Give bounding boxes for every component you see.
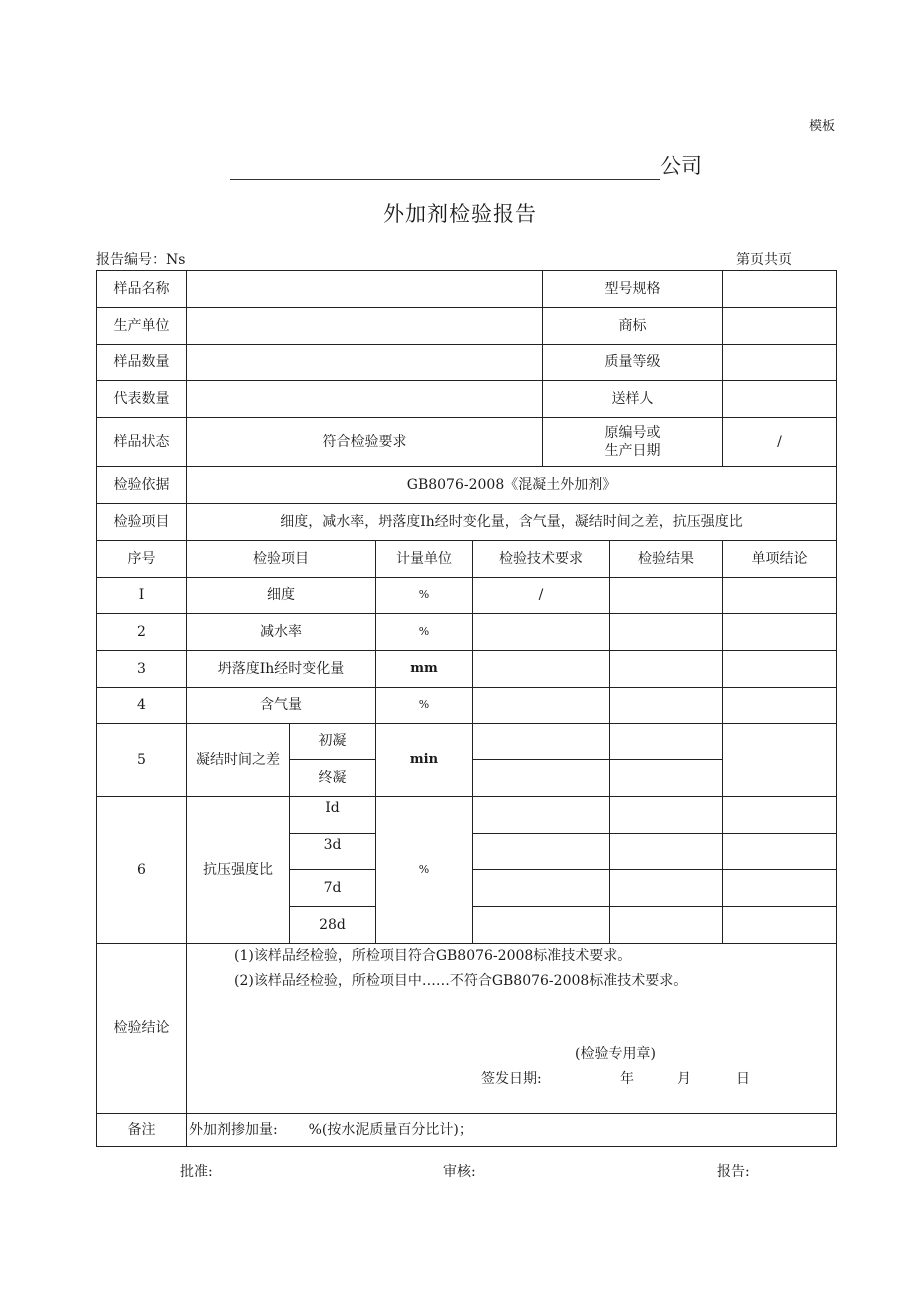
row-conclusion[interactable] (723, 797, 837, 834)
model-spec-label: 型号规格 (543, 271, 723, 308)
orig-no-value[interactable]: / (723, 418, 837, 467)
row-subitem: 3d (290, 834, 376, 870)
conclusion-label: 检验结论 (97, 944, 187, 1114)
row-requirement[interactable] (473, 688, 610, 724)
sender-field[interactable] (723, 381, 837, 418)
row-unit: mm (376, 651, 473, 688)
producer-field[interactable] (187, 308, 543, 345)
sample-state-value[interactable]: 符合检验要求 (187, 418, 543, 467)
row-requirement[interactable] (473, 651, 610, 688)
row-seq: 6 (97, 797, 187, 944)
row-conclusion[interactable] (723, 578, 837, 614)
row-item: 细度 (187, 578, 376, 614)
report-title: 外加剂检验报告 (383, 202, 537, 226)
company-suffix: 公司 (660, 154, 702, 178)
sender-label: 送样人 (543, 381, 723, 418)
row-unit: % (376, 578, 473, 614)
row-item: 坍落度Ih经时变化量 (187, 651, 376, 688)
orig-no-label (543, 418, 723, 467)
orig-no-label-line1: 原编号或 (604, 424, 661, 441)
issue-year: 年 (620, 1071, 634, 1087)
col-unit-header: 计量单位 (376, 541, 473, 578)
row-result[interactable] (610, 688, 723, 724)
orig-no-label-line2: 生产日期 (604, 443, 661, 459)
row-conclusion[interactable] (723, 870, 837, 907)
row-result[interactable] (610, 578, 723, 614)
row-conclusion[interactable] (723, 724, 837, 797)
approve-signature: 批准: (180, 1164, 213, 1180)
review-signature: 审核: (443, 1164, 476, 1180)
row-result[interactable] (610, 760, 723, 797)
row-requirement[interactable] (473, 907, 610, 944)
dosage-label: 外加剂掺加量: (189, 1121, 278, 1138)
represent-qty-label: 代表数量 (97, 381, 187, 418)
conclusion-area[interactable] (187, 944, 837, 1114)
info-row-sample-name (97, 271, 837, 308)
basis-label: 检验依据 (97, 467, 187, 504)
sample-qty-label: 样品数量 (97, 345, 187, 381)
table-row (97, 797, 837, 834)
report-number: 报告编号：Ns (96, 252, 186, 268)
row-seq: 3 (97, 651, 187, 688)
remarks-content[interactable] (187, 1114, 837, 1147)
table-row (97, 724, 837, 760)
row-conclusion[interactable] (723, 614, 837, 651)
row-item: 含气量 (187, 688, 376, 724)
sample-name-field[interactable] (187, 271, 543, 308)
row-result[interactable] (610, 870, 723, 907)
issue-day: 日 (736, 1071, 750, 1087)
table-row (97, 614, 837, 651)
items-value[interactable]: 细度，减水率，坍落度Ih经时变化量，含气量，凝结时间之差，抗压强度比 (187, 504, 837, 541)
sample-state-label: 样品状态 (97, 418, 187, 467)
row-subitem: Id (290, 797, 376, 834)
model-spec-field[interactable] (723, 271, 837, 308)
info-row-producer (97, 308, 837, 345)
page-info: 第页共页 (736, 252, 792, 268)
table-row (97, 578, 837, 614)
row-seq: 2 (97, 614, 187, 651)
inspection-stamp: (检验专用章) (575, 1046, 656, 1062)
col-seq-header: 序号 (97, 541, 187, 578)
items-label: 检验项目 (97, 504, 187, 541)
row-result[interactable] (610, 834, 723, 870)
row-result[interactable] (610, 651, 723, 688)
quality-grade-label: 质量等级 (543, 345, 723, 381)
row-requirement[interactable] (473, 724, 610, 760)
info-row-basis (97, 467, 837, 504)
row-seq: I (97, 578, 187, 614)
row-unit: % (376, 688, 473, 724)
row-requirement[interactable] (473, 760, 610, 797)
table-row (97, 651, 837, 688)
row-unit: min (376, 724, 473, 797)
info-row-sample-state (97, 418, 837, 467)
brand-field[interactable] (723, 308, 837, 345)
row-item: 减水率 (187, 614, 376, 651)
row-subitem: 7d (290, 870, 376, 907)
row-requirement[interactable]: / (473, 578, 610, 614)
row-subitem: 初凝 (290, 724, 376, 760)
row-requirement[interactable] (473, 834, 610, 870)
conclusion-line-2: (2)该样品经检验，所检项目中……不符合GB8076-2008标准技术要求。 (234, 973, 688, 989)
report-table (96, 270, 837, 1147)
company-name-line (230, 150, 710, 180)
remarks-label: 备注 (97, 1114, 187, 1147)
brand-label: 商标 (543, 308, 723, 345)
row-conclusion[interactable] (723, 907, 837, 944)
row-result[interactable] (610, 907, 723, 944)
sample-name-label: 样品名称 (97, 271, 187, 308)
row-item: 凝结时间之差 (187, 724, 290, 797)
col-item-header: 检验项目 (187, 541, 376, 578)
row-seq: 5 (97, 724, 187, 797)
quality-grade-field[interactable] (723, 345, 837, 381)
row-conclusion[interactable] (723, 688, 837, 724)
info-row-items (97, 504, 837, 541)
report-signature: 报告: (717, 1164, 750, 1180)
col-result-header: 检验结果 (610, 541, 723, 578)
info-row-represent-qty (97, 381, 837, 418)
row-requirement[interactable] (473, 797, 610, 834)
row-result[interactable] (610, 614, 723, 651)
conclusion-line-1: (1)该样品经检验，所检项目符合GB8076-2008标准技术要求。 (234, 948, 632, 964)
row-conclusion[interactable] (723, 834, 837, 870)
row-result[interactable] (610, 724, 723, 760)
results-header-row (97, 541, 837, 578)
table-row (97, 688, 837, 724)
row-unit: % (376, 797, 473, 944)
company-blank[interactable] (230, 157, 660, 180)
col-conclusion-header: 单项结论 (723, 541, 837, 578)
remarks-row (97, 1114, 837, 1147)
row-subitem: 终凝 (290, 760, 376, 797)
info-row-sample-qty (97, 345, 837, 381)
row-requirement[interactable] (473, 614, 610, 651)
basis-value[interactable]: GB8076-2008《混凝土外加剂》 (187, 467, 837, 504)
issue-month: 月 (677, 1071, 691, 1087)
template-label: 模板 (808, 119, 835, 134)
row-subitem: 28d (290, 907, 376, 944)
row-requirement[interactable] (473, 870, 610, 907)
row-conclusion[interactable] (723, 651, 837, 688)
row-seq: 4 (97, 688, 187, 724)
row-unit: % (376, 614, 473, 651)
producer-label: 生产单位 (97, 308, 187, 345)
represent-qty-field[interactable] (187, 381, 543, 418)
row-item: 抗压强度比 (187, 797, 290, 944)
col-requirement-header: 检验技术要求 (473, 541, 610, 578)
issue-date-label: 签发日期: (481, 1071, 542, 1087)
sample-qty-field[interactable] (187, 345, 543, 381)
row-result[interactable] (610, 797, 723, 834)
dosage-note: %(按水泥质量百分比计)； (308, 1121, 473, 1138)
conclusion-row (97, 944, 837, 1114)
